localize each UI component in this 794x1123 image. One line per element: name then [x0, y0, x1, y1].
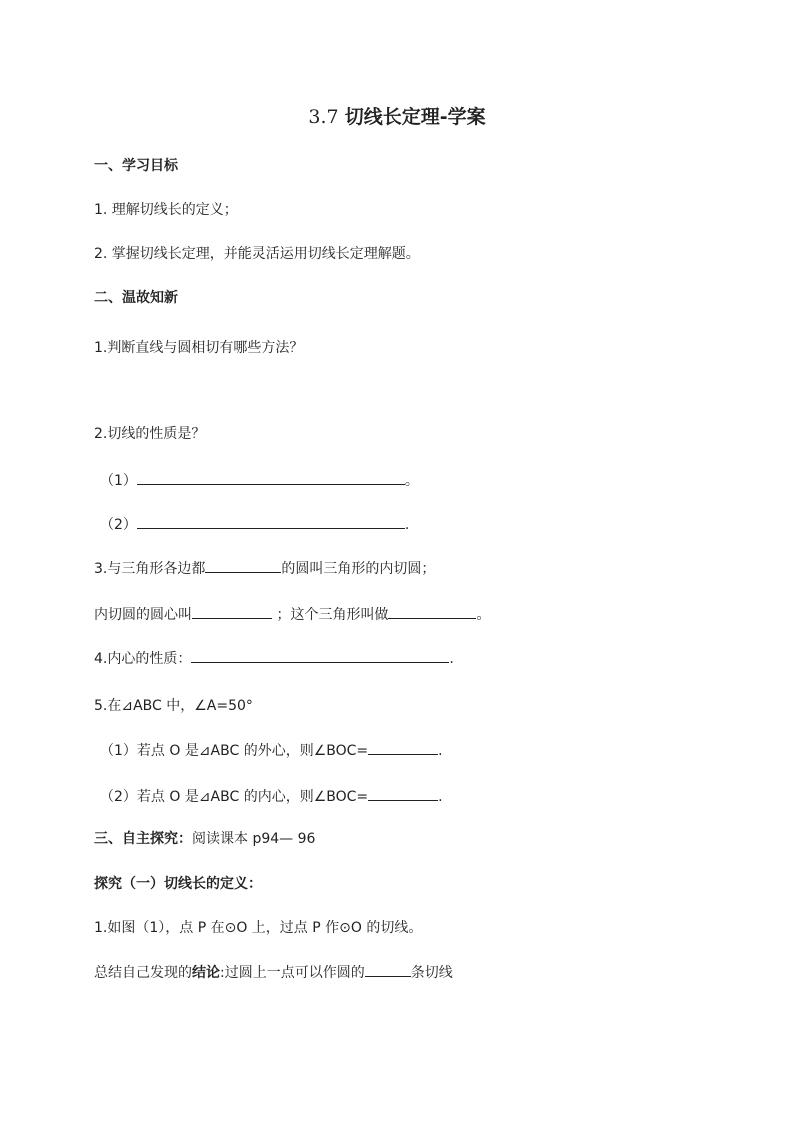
answer-blank[interactable] [191, 648, 449, 663]
section-3-title: 三、自主探究： [94, 831, 192, 847]
answer-blank[interactable] [368, 786, 438, 801]
question-2-item-2 [100, 514, 409, 535]
item-end: 。 [404, 473, 419, 489]
question-4 [94, 648, 454, 669]
page-title [0, 104, 794, 130]
conclusion-keyword: 结论 [192, 965, 220, 981]
question-5-end: . [438, 743, 443, 759]
item-label: （2） [100, 517, 137, 533]
section-3-heading [94, 829, 315, 849]
explore-1-item-1: 1.如图（1），点 P 在⊙O 上，过点 P 作⊙O 的切线。 [94, 920, 423, 936]
question-5-end: . [438, 789, 443, 805]
question-4-text: 4.内心的性质： [94, 651, 192, 667]
title-text: 切线长定理-学案 [344, 106, 486, 128]
section-3-reading: 阅读课本 p94— 96 [192, 831, 316, 847]
question-5: 5.在⊿ABC 中，∠A=50° [94, 698, 253, 714]
title-number: 3.7 [308, 106, 339, 128]
question-2-item-1 [100, 470, 419, 491]
explore-1-heading: 探究（一）切线长的定义： [94, 876, 262, 892]
conclusion-text: :过圆上一点可以作圆的 [220, 965, 365, 981]
goal-2: 2. 掌握切线长定理，并能灵活运用切线长定理解题。 [94, 246, 420, 262]
question-5-text: （2）若点 O 是⊿ABC 的内心，则∠BOC= [100, 789, 369, 805]
question-5-text: （1）若点 O 是⊿ABC 的外心，则∠BOC= [100, 743, 369, 759]
item-label: （1） [100, 473, 137, 489]
conclusion-line [94, 962, 453, 983]
section-2-heading: 二、温故知新 [94, 290, 178, 306]
conclusion-text: 条切线 [410, 965, 453, 981]
answer-blank[interactable] [368, 740, 438, 755]
item-end: . [404, 517, 410, 533]
question-3-text: 的圆叫三角形的内切圆； [281, 561, 436, 577]
question-5-item-1 [100, 740, 443, 761]
question-2: 2.切线的性质是？ [94, 426, 206, 442]
answer-blank[interactable] [137, 514, 405, 529]
answer-blank[interactable] [205, 558, 281, 573]
section-1-heading: 一、学习目标 [94, 158, 178, 174]
question-3-text: ；这个三角形叫做 [272, 607, 389, 623]
question-1: 1.判断直线与圆相切有哪些方法？ [94, 340, 304, 356]
answer-blank[interactable] [365, 962, 411, 977]
goal-1: 1. 理解切线长的定义； [94, 202, 238, 218]
answer-blank[interactable] [388, 604, 476, 619]
answer-blank[interactable] [192, 604, 272, 619]
conclusion-text: 总结自己发现的 [94, 965, 192, 981]
question-3-line-2 [94, 604, 490, 625]
question-4-end: . [449, 651, 454, 667]
question-3-text: 内切圆的圆心叫 [94, 607, 192, 623]
question-5-item-2 [100, 786, 443, 807]
question-3-text: 3.与三角形各边都 [94, 561, 206, 577]
question-3-line-1 [94, 558, 435, 579]
question-3-text: 。 [476, 607, 491, 623]
answer-blank[interactable] [137, 470, 405, 485]
